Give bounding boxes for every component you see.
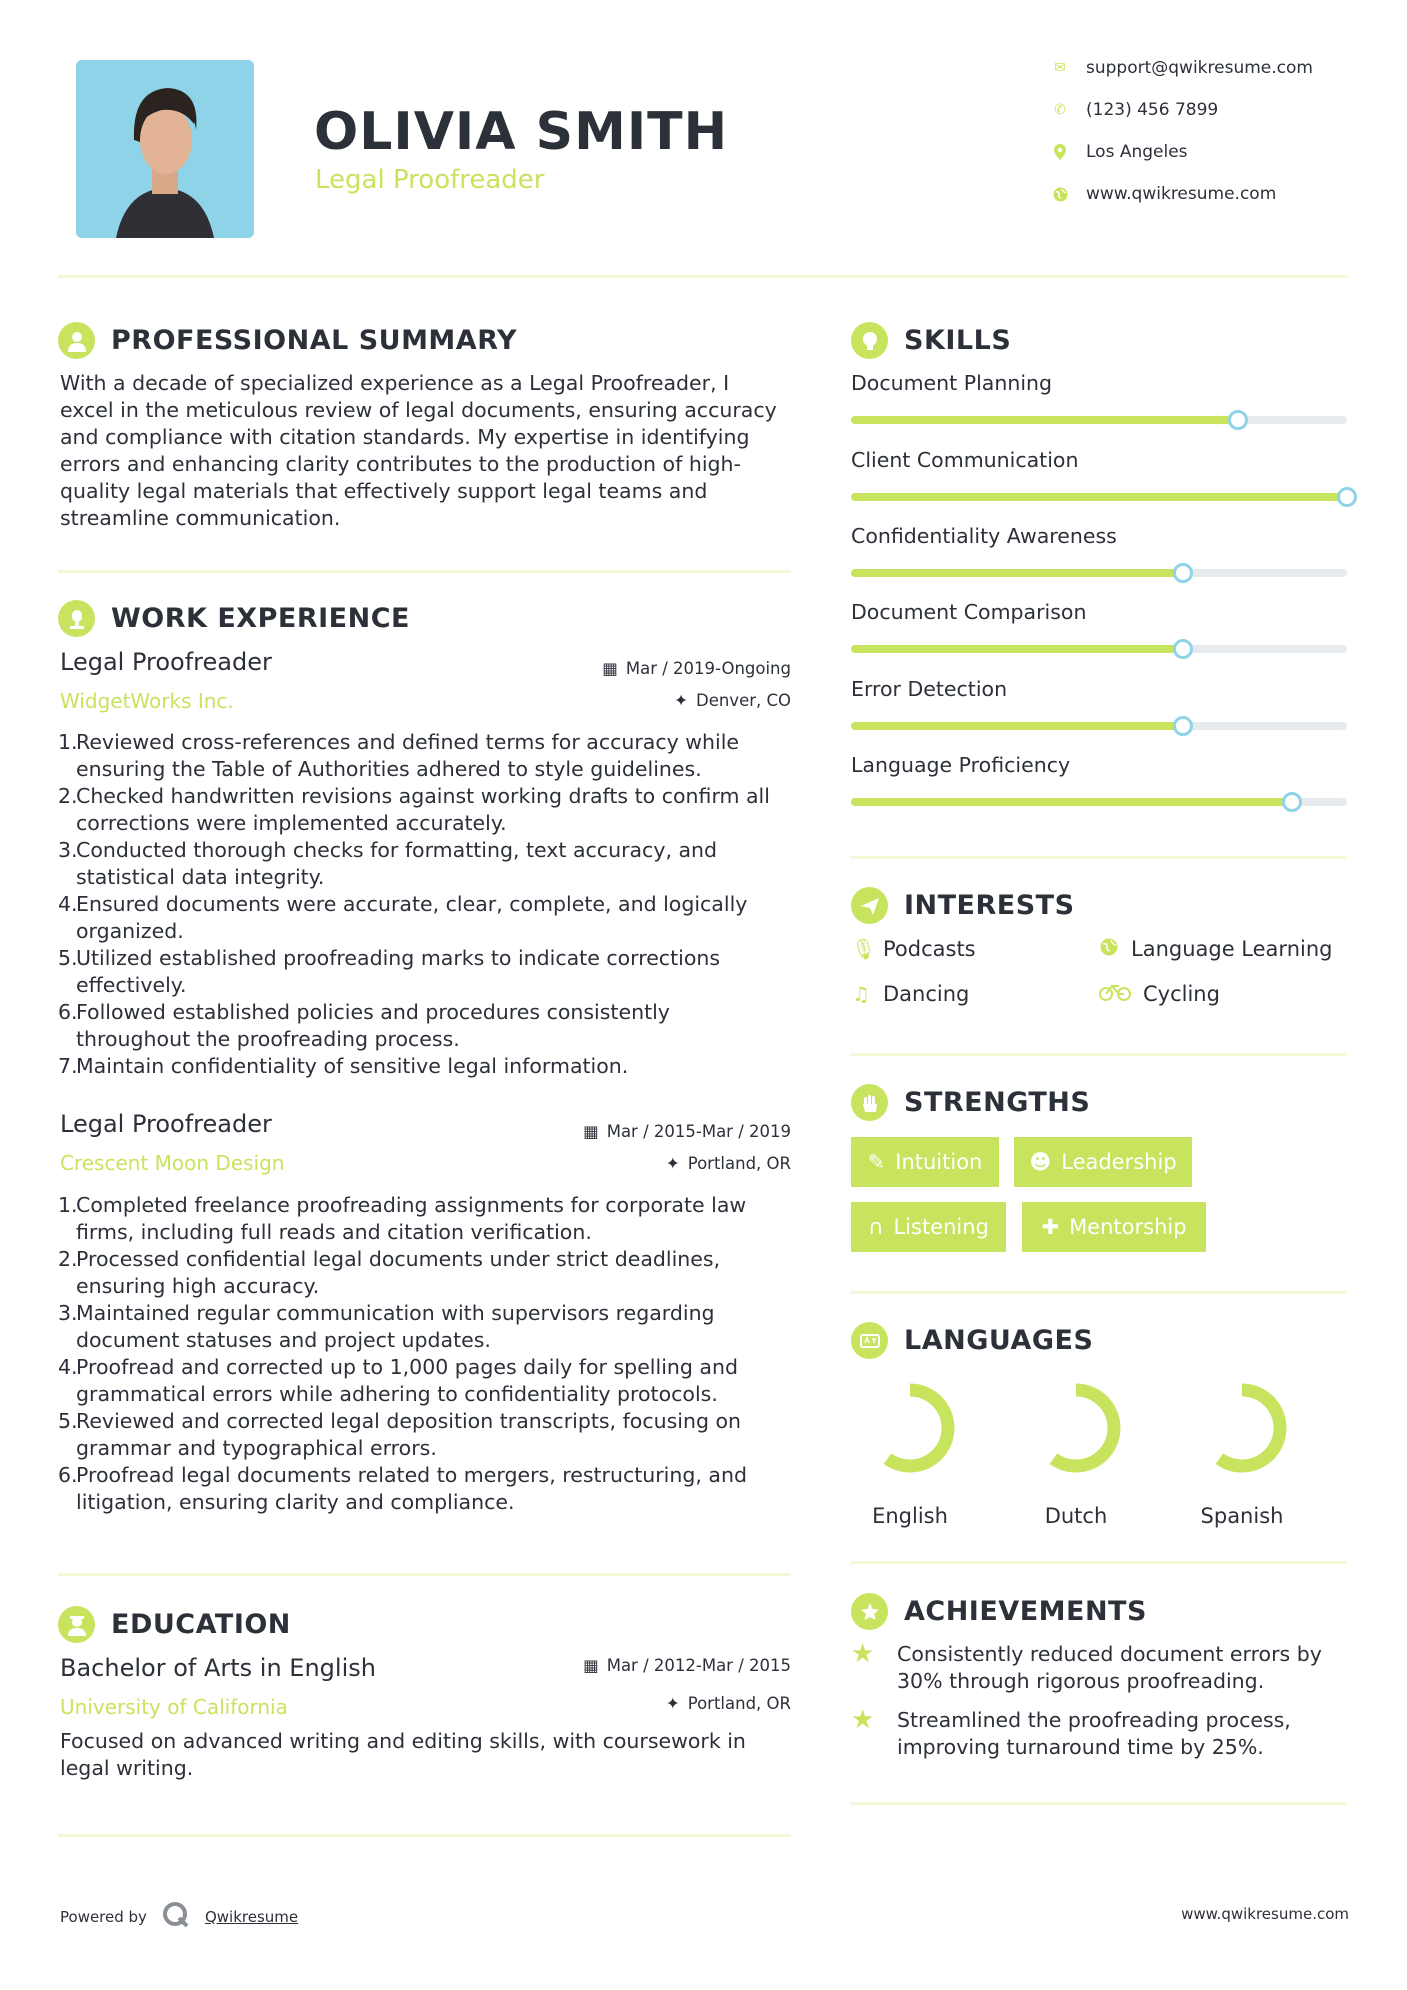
list-item: 3. Maintained regular communication with supervisors regarding document statuses and project updates.	[58, 1301, 715, 1352]
list-item: 5. Reviewed and corrected legal deposition transcripts, focusing on grammar and typographical errors.	[58, 1409, 742, 1460]
strength-tag: ∩ Listening	[851, 1202, 1006, 1252]
job-company: WidgetWorks Inc.	[60, 689, 234, 713]
list-item: 4. Proofread and corrected up to 1,000 pages daily for spelling and grammatical errors while adhering to confidentiality protocols.	[58, 1355, 738, 1406]
achievements-divider	[851, 1802, 1347, 1805]
star-icon: ★	[851, 1639, 875, 1669]
skill-knob	[1228, 410, 1248, 430]
summary-heading: PROFESSIONAL SUMMARY	[58, 322, 517, 359]
footer-site[interactable]: www.qwikresume.com	[1181, 1905, 1349, 1923]
pin-icon: ✦	[665, 1694, 680, 1713]
job-bullets	[58, 729, 770, 1080]
location-icon	[1052, 144, 1068, 160]
bicycle-icon	[1099, 982, 1131, 1006]
work-heading: WORK EXPERIENCE	[58, 600, 410, 637]
skill-bar	[851, 569, 1347, 577]
language-ring	[1182, 1376, 1302, 1486]
skill-fill	[851, 722, 1183, 730]
skill-label: Document Comparison	[851, 600, 1087, 624]
language-ring	[1016, 1376, 1136, 1486]
strength-tag: ☻ Leadership	[1014, 1137, 1192, 1187]
list-item: 1. Reviewed cross-references and defined terms for accuracy while ensuring the Table of Authorities adhered to style guidelines.	[58, 730, 740, 781]
skill-label: Language Proficiency	[851, 753, 1071, 777]
interests-divider	[851, 1053, 1347, 1056]
skill-knob	[1173, 716, 1193, 736]
job-bullets	[58, 1192, 747, 1516]
skills-divider	[851, 856, 1347, 859]
education-heading: EDUCATION	[58, 1606, 291, 1643]
music-note-icon: ♫	[852, 982, 870, 1006]
calendar-icon: ▦	[583, 1656, 599, 1675]
hand-icon	[851, 1084, 888, 1121]
paper-plane-icon	[851, 887, 888, 924]
education-location: ✦ Portland, OR	[665, 1694, 791, 1713]
skill-bar	[851, 645, 1347, 653]
interest-item: 🎙 Podcasts	[851, 937, 976, 961]
star-badge-icon	[851, 1593, 888, 1630]
job-title: Legal Proofreader	[60, 1110, 272, 1138]
job-date: ▦ Mar / 2015-Mar / 2019	[583, 1122, 791, 1141]
skill-label: Client Communication	[851, 448, 1079, 472]
interests-heading: INTERESTS	[851, 887, 1075, 924]
skill-knob	[1173, 639, 1193, 659]
calendar-icon: ▦	[602, 659, 618, 678]
strengths-divider	[851, 1291, 1347, 1294]
strength-tag: ✎ Intuition	[851, 1137, 999, 1187]
translate-icon	[851, 1322, 888, 1359]
add-user-icon: ✚	[1041, 1215, 1060, 1239]
interest-item: Language Learning	[1099, 937, 1332, 961]
language-item: English	[850, 1376, 970, 1528]
list-item: 7. Maintain confidentiality of sensitive legal information.	[58, 1054, 629, 1078]
pin-icon: ✦	[665, 1154, 680, 1173]
skill-bar	[851, 798, 1347, 806]
list-item: 1. Completed freelance proofreading assignments for corporate law firms, including full reads and citation verification.	[58, 1193, 747, 1244]
job-date: ▦ Mar / 2019-Ongoing	[602, 659, 791, 678]
job-location: ✦ Denver, CO	[674, 691, 791, 710]
skill-fill	[851, 645, 1183, 653]
skill-knob	[1337, 487, 1357, 507]
education-date: ▦ Mar / 2012-Mar / 2015	[583, 1656, 791, 1675]
summary-divider	[58, 570, 791, 573]
contact-website[interactable]: www.qwikresume.com	[1052, 184, 1276, 204]
skill-label: Confidentiality Awareness	[851, 524, 1117, 548]
group-icon: ☻	[1029, 1150, 1052, 1174]
skill-knob	[1282, 792, 1302, 812]
skill-fill	[851, 569, 1183, 577]
summary-text: With a decade of specialized experience as a Legal Proofreader, I excel in the meticulous review of legal documents, ensuring accuracy and compliance with citation standards. My expertise in identifying errors and enhancing clarity contributes to the production of high- quality legal materials that effectively support legal teams and streamline communication.	[60, 371, 777, 530]
degree-title: Bachelor of Arts in English	[60, 1654, 376, 1682]
contact-phone[interactable]: ✆ (123) 456 7899	[1052, 100, 1218, 120]
skill-bar	[851, 416, 1347, 424]
pin-icon: ✦	[674, 691, 688, 710]
lightbulb-icon	[851, 322, 888, 359]
globe-icon	[1052, 186, 1068, 202]
language-ring	[850, 1376, 970, 1486]
phone-icon: ✆	[1054, 102, 1066, 118]
education-text: Focused on advanced writing and editing skills, with coursework in legal writing.	[60, 1729, 746, 1780]
language-item: Spanish	[1182, 1376, 1302, 1528]
user-icon	[58, 322, 95, 359]
list-item: 3. Conducted thorough checks for formatting, text accuracy, and statistical data integrity.	[58, 838, 718, 889]
calendar-icon: ▦	[583, 1122, 599, 1141]
interest-item: ♫ Dancing	[852, 982, 970, 1006]
footer-powered-by: Powered by Qwikresume	[60, 1900, 298, 1934]
qwikresume-link[interactable]: Qwikresume	[204, 1908, 299, 1926]
star-icon: ★	[851, 1705, 875, 1735]
qwikresume-logo-icon	[161, 1900, 191, 1934]
list-item: 2. Processed confidential legal documents under strict deadlines, ensuring high accuracy.	[58, 1247, 721, 1298]
magic-wand-icon: ✎	[867, 1150, 886, 1174]
skill-bar	[851, 722, 1347, 730]
language-item: Dutch	[1016, 1376, 1136, 1528]
languages-divider	[851, 1561, 1347, 1564]
skill-bar	[851, 493, 1347, 501]
list-item: 6. Followed established policies and procedures consistently throughout the proofreading process.	[58, 1000, 670, 1051]
contact-location: Los Angeles	[1052, 142, 1188, 162]
skill-fill	[851, 493, 1347, 501]
skill-label: Error Detection	[851, 677, 1008, 701]
skills-heading: SKILLS	[851, 322, 1011, 359]
languages-heading: LANGUAGES	[851, 1322, 1093, 1359]
graduation-icon	[58, 1606, 95, 1643]
header-divider	[58, 275, 1348, 278]
job-title: Legal Proofreader	[60, 648, 272, 676]
profile-photo	[76, 60, 254, 238]
headphones-icon: ∩	[868, 1215, 884, 1239]
microphone-icon: 🎙	[851, 937, 877, 961]
job-company: Crescent Moon Design	[60, 1151, 285, 1175]
globe-icon	[1099, 937, 1119, 961]
achievements-heading: ACHIEVEMENTS	[851, 1593, 1147, 1630]
education-divider	[58, 1834, 791, 1837]
job-location: ✦ Portland, OR	[665, 1154, 791, 1173]
work-divider	[58, 1573, 791, 1576]
achievement-item: ★ Consistently reduced document errors by 30% through rigorous proofreading.	[851, 1639, 1322, 1693]
strength-tag: ✚ Mentorship	[1022, 1202, 1206, 1252]
briefcase-icon	[58, 600, 95, 637]
interest-item: Cycling	[1099, 982, 1220, 1006]
candidate-name: OLIVIA SMITH	[314, 102, 729, 162]
email-icon: ✉	[1054, 60, 1066, 76]
skill-label: Document Planning	[851, 371, 1053, 395]
skill-fill	[851, 798, 1292, 806]
contact-email[interactable]: ✉ support@qwikresume.com	[1052, 58, 1313, 78]
skill-knob	[1173, 563, 1193, 583]
list-item: 4. Ensured documents were accurate, clear, complete, and logically organized.	[58, 892, 748, 943]
list-item: 6. Proofread legal documents related to mergers, restructuring, and litigation, ensuring clarity and compliance.	[58, 1463, 747, 1514]
strengths-heading: STRENGTHS	[851, 1084, 1090, 1121]
achievement-item: ★ Streamlined the proofreading process, improving turnaround time by 25%.	[851, 1705, 1291, 1759]
school-name: University of California	[60, 1695, 288, 1719]
candidate-title: Legal Proofreader	[315, 165, 545, 195]
skill-fill	[851, 416, 1238, 424]
list-item: 2. Checked handwritten revisions against working drafts to confirm all corrections were implemented accurately.	[58, 784, 770, 835]
list-item: 5. Utilized established proofreading marks to indicate corrections effectively.	[58, 946, 721, 997]
